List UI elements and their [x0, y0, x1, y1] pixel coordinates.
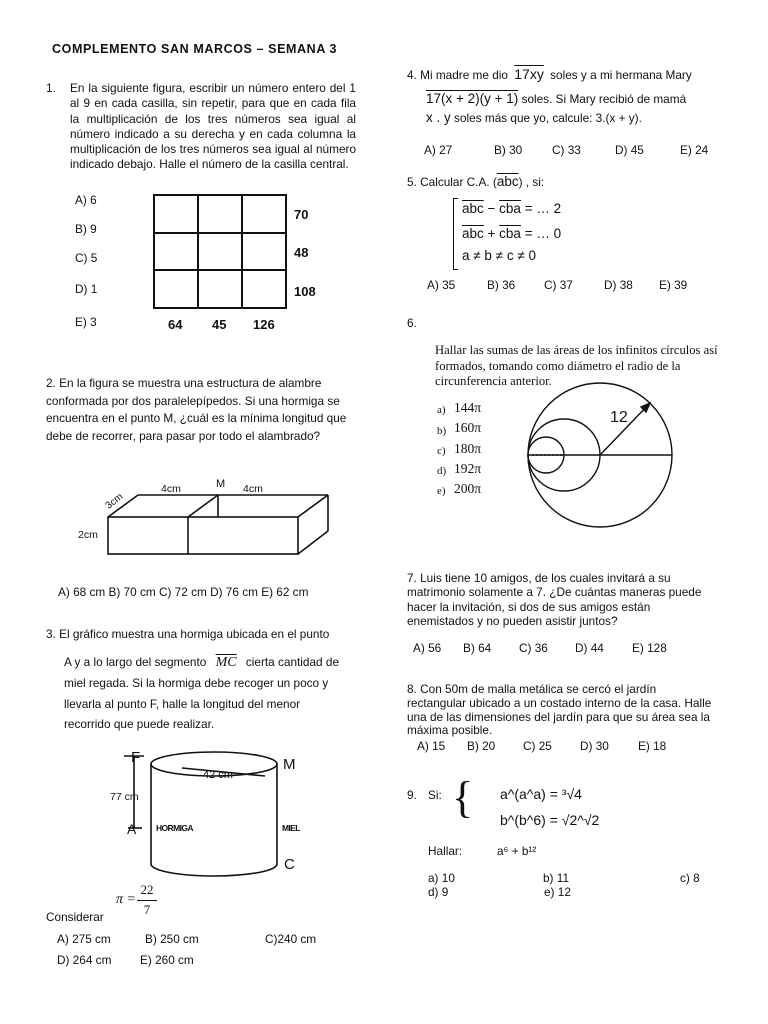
q6-radius-label: 12 [610, 409, 628, 426]
q4-answer-b: B) 30 [494, 143, 523, 157]
q9-answer-d: d) 9 [428, 885, 449, 899]
q6-option-value-a: 144π [454, 400, 482, 415]
q1-option-c: C) 5 [75, 251, 98, 265]
q5-equation-3: a ≠ b ≠ c ≠ 0 [462, 248, 537, 263]
q3-line2-pre: A y a lo largo del segmento [64, 655, 207, 669]
q4-amount-mary: 17(x + 2)(y + 1) [426, 91, 519, 106]
q4-line3-post: soles más que yo, calcule: 3.(x + y). [454, 111, 642, 125]
q1-option-a: A) 6 [75, 193, 97, 207]
q3-line4: llevarla al punto F, halle la longitud del menor [64, 697, 301, 711]
q4-answer-a: A) 27 [424, 143, 453, 157]
q1-number: 1. [46, 81, 56, 95]
q2-label-height: 2cm [78, 529, 98, 541]
q2-answers: A) 68 cm B) 70 cm C) 72 cm D) 76 cm E) 62 cm [58, 585, 309, 599]
q6-text: Hallar las sumas de las áreas de los infinitos círculos así formados, tomando como diámetro el radio de la circunferencia anterior. [435, 343, 718, 388]
q2-label-length2: 4cm [243, 483, 263, 495]
q8-answer-d: D) 30 [580, 739, 609, 753]
q6-option-value-c: 180π [454, 441, 482, 456]
q3-answer-b: B) 250 cm [145, 932, 199, 946]
q8-answer-c: C) 25 [523, 739, 552, 753]
q4-xy: x . y [426, 110, 451, 125]
q5-eq1-cba: $\overline{cba}$ [499, 201, 521, 216]
q3-pi-denominator: 7 [143, 902, 151, 917]
q3-label-diameter: 42 cm [203, 769, 233, 781]
q6-option-value-b: 160π [454, 420, 482, 435]
q3-answer-e: E) 260 cm [140, 953, 194, 967]
q9-answer-b: b) 11 [543, 871, 570, 885]
q5-post: ) , si: [518, 175, 545, 189]
q8-answer-b: B) 20 [467, 739, 496, 753]
q5-eq1-result: = … 2 [524, 201, 562, 216]
q3-pi-numerator: 22 [140, 882, 154, 897]
q5-eq2-abc: $\overline{abc}$ [462, 226, 484, 241]
q5-eq2-result: = … 0 [524, 226, 562, 241]
q6-option-letter-d: d) [437, 465, 447, 477]
q7-answer-c: C) 36 [519, 641, 548, 655]
q3-pi-label: π = [116, 892, 136, 907]
q1-text: En la siguiente figura, escribir un número entero del 1 al 9 en cada casilla, sin repetir, para que en cada fila la multiplicación de los tres números sea igual al número indicado a su derecha y en cada columna la multiplicación de los tres números sea igual al número indicado debajo. Halle el número de la casilla central. [70, 81, 356, 172]
q5-pre: 5. Calcular C.A. ( [407, 175, 497, 189]
q1-option-e: E) 3 [75, 315, 97, 329]
q3-label-c: C [284, 856, 295, 873]
q3-consider: Considerar [46, 910, 104, 924]
q1-col-product-1: 64 [168, 317, 183, 332]
q6-number: 6. [407, 316, 417, 330]
q3-line5: recorrido que puede realizar. [64, 717, 215, 731]
q5-equation-2: $\overline{abc} + \overline{cba}$ = … 0 [462, 226, 562, 241]
q7-answer-e: E) 128 [632, 641, 667, 655]
q5-abc: $\overline{abc}$ [496, 174, 519, 189]
q1-option-d: D) 1 [75, 282, 98, 296]
q8-answer-e: E) 18 [638, 739, 667, 753]
q3-answer-d: D) 264 cm [57, 953, 112, 967]
q4-pre: 4. Mi madre me dio [407, 68, 508, 82]
q3-segment: $\overline{MC}$ [215, 655, 237, 670]
q6-option-letter-a: a) [437, 404, 446, 416]
q4-mid: soles y a mi hermana Mary [550, 68, 692, 82]
q1-col-product-3: 126 [253, 317, 275, 332]
q1-row-product-2: 48 [294, 245, 309, 260]
q5-answer-e: E) 39 [659, 278, 688, 292]
q3-answer-a: A) 275 cm [57, 932, 111, 946]
q9-equation-1: a^(a^a) = ³√4 [500, 786, 582, 802]
q7-answer-b: B) 64 [463, 641, 492, 655]
q3-label-a: A [127, 821, 137, 837]
q7-answer-d: D) 44 [575, 641, 604, 655]
q5-equation-1: $\overline{abc} - \overline{cba}$ = … 2 [462, 201, 562, 216]
q1-col-product-2: 45 [212, 317, 227, 332]
q7-text: 7. Luis tiene 10 amigos, de los cuales invitará a su matrimonio solamente a 7. ¿De cuántas maneras puede hacer la invitación, si dos de sus amigos están enemistados y no pueden asistir juntos? [407, 571, 702, 629]
page-title: COMPLEMENTO SAN MARCOS – SEMANA 3 [52, 42, 338, 56]
q2-label-point-m: M [216, 478, 226, 490]
q8-answer-a: A) 15 [417, 739, 446, 753]
q1-option-b: B) 9 [75, 222, 97, 236]
q9-answer-e: e) 12 [544, 885, 571, 899]
q9-answer-a: a) 10 [428, 871, 455, 885]
q9-equation-2: b^(b^6) = √2^√2 [500, 812, 600, 828]
q9-hallar: Hallar: [428, 844, 463, 858]
q6-option-value-e: 200π [454, 481, 482, 496]
q1-row-product-1: 70 [294, 207, 309, 222]
q9-number: 9. [407, 788, 417, 802]
q5-eq1-abc: $\overline{abc}$ [462, 201, 484, 216]
q3-label-height: 77 cm [110, 791, 139, 803]
q3-label-f: F [131, 749, 141, 766]
q5-answer-d: D) 38 [604, 278, 633, 292]
q4-line2-post: soles. Si Mary recibió de mamá [521, 92, 687, 106]
q5-answer-a: A) 35 [427, 278, 456, 292]
q9-answer-c: c) 8 [680, 871, 700, 885]
q9-si: Si: [428, 788, 442, 802]
q2-label-depth: 3cm [103, 491, 126, 512]
q3-answer-c: C)240 cm [265, 932, 317, 946]
q9-expression: a⁶ + b¹² [497, 844, 537, 858]
q6-option-letter-c: c) [437, 445, 446, 457]
q1-row-product-3: 108 [294, 284, 316, 299]
q3-line2-post: cierta cantidad de [245, 655, 340, 669]
q3-label-ant: HORMIGA [156, 823, 193, 833]
q6-option-value-d: 192π [454, 461, 482, 476]
q6-option-letter-e: e) [437, 485, 446, 497]
q3-label-honey: MIEL [282, 823, 300, 833]
q7-answer-a: A) 56 [413, 641, 442, 655]
q6-option-letter-b: b) [437, 425, 447, 437]
q4-answer-c: C) 33 [552, 143, 581, 157]
q3-line3: miel regada. Si la hormiga debe recoger un poco y [64, 676, 329, 690]
q9-system-brace: { [452, 773, 474, 822]
q4-answer-d: D) 45 [615, 143, 644, 157]
q3-intro: 3. El gráfico muestra una hormiga ubicada en el punto [46, 627, 330, 641]
q4-answer-e: E) 24 [680, 143, 709, 157]
q5-answer-b: B) 36 [487, 278, 516, 292]
q4-amount-me: 17xy [514, 66, 544, 82]
q2-label-length1: 4cm [161, 483, 181, 495]
q5-eq2-cba: $\overline{cba}$ [499, 226, 521, 241]
q2-text: 2. En la figura se muestra una estructura de alambre conformada por dos paralelepípedos. Si una hormiga se encuentra en el punto M, ¿cuál es la mínima longitud que debe de recorrer, para pasar por todo el alambrado? [46, 376, 347, 443]
q8-text: 8. Con 50m de malla metálica se cercó el jardín rectangular ubicado a un costado interno de la casa. Halle una de las dimensiones del jardín para que su área sea la máxima posible. [407, 682, 712, 738]
q5-answer-c: C) 37 [544, 278, 573, 292]
q3-label-m: M [283, 756, 296, 773]
